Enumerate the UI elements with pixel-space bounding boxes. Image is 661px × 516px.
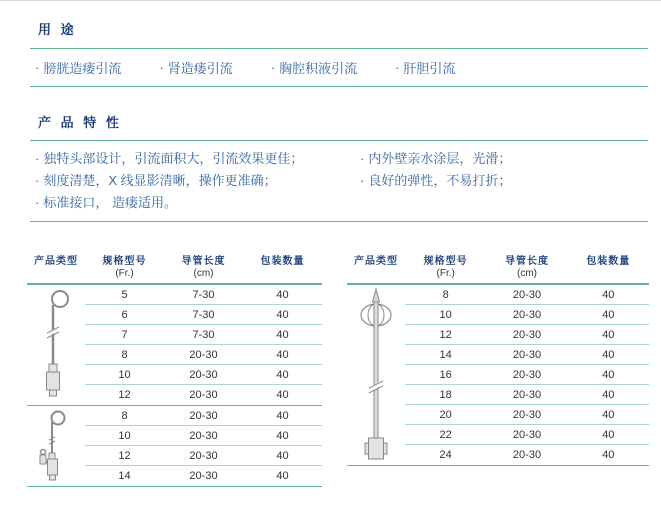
table-row: [85, 446, 322, 466]
usage-item-label: 肾造瘘引流: [167, 61, 233, 76]
bullet-dot: ·: [270, 60, 276, 75]
qty-value: 40: [602, 288, 615, 301]
table-row: [85, 305, 322, 325]
usage-item: [35, 58, 121, 77]
table-row: [85, 325, 322, 345]
qty-value: 40: [276, 348, 289, 361]
header-length-unit: (cm): [193, 268, 214, 279]
length-value: 7-30: [192, 328, 215, 341]
spec-value: 7: [121, 328, 128, 341]
bullet-dot: ·: [35, 173, 40, 188]
product-group-malecot: [347, 285, 649, 466]
spec-value: 12: [118, 449, 131, 462]
length-value: 20-30: [512, 348, 542, 361]
spec-value: 20: [439, 408, 452, 421]
length-value: 20-30: [189, 389, 218, 401]
length-value: 20-30: [512, 288, 542, 301]
spec-value: 6: [121, 308, 128, 321]
length-value: 20-30: [189, 449, 218, 462]
spec-value: 12: [439, 328, 452, 341]
header-packing-qty: 包装数量: [586, 256, 631, 267]
qty-value: 40: [276, 449, 289, 462]
usage-item: [159, 58, 232, 77]
header-catheter-length: 导管长度 (cm): [181, 256, 226, 279]
qty-value: 40: [602, 308, 615, 321]
feature-item: [35, 170, 360, 192]
features-right-column: [360, 148, 648, 214]
qty-value: 40: [602, 368, 615, 381]
pigtail-locking-catheter-icon: [27, 407, 85, 485]
bullet-dot: ·: [395, 60, 400, 75]
table-row: [405, 345, 649, 365]
table-row: [405, 365, 649, 385]
feature-item-label: 刻度清楚，X 线显影清晰，操作更准确；: [43, 173, 277, 188]
table-row: [85, 285, 322, 305]
table-row: [405, 285, 649, 305]
usage-item-label: 膀胱造瘘引流: [43, 61, 122, 76]
spec-value: 5: [121, 288, 128, 301]
spec-value: 10: [118, 368, 131, 381]
qty-value: 40: [602, 449, 615, 461]
bullet-dot: ·: [360, 173, 365, 188]
bullet-dot: ·: [35, 151, 40, 166]
spec-table-left: [27, 254, 322, 487]
spec-value: 12: [118, 389, 131, 401]
spec-value: 8: [442, 288, 449, 301]
header-catheter-length: 导管长度 (cm): [504, 256, 549, 279]
product-group-pigtail: [27, 285, 322, 406]
table-row: [405, 385, 649, 405]
spec-value: 16: [439, 368, 452, 381]
group-rows: [85, 406, 322, 486]
qty-value: 40: [602, 408, 615, 421]
feature-item: [360, 148, 648, 170]
usage-item-label: 胸腔积液引流: [279, 61, 358, 76]
spec-value: 24: [439, 449, 452, 461]
spec-value: 8: [121, 409, 128, 422]
qty-value: 40: [602, 388, 615, 401]
qty-value: 40: [276, 470, 289, 482]
table-row: [85, 466, 322, 486]
qty-value: 40: [602, 328, 615, 341]
header-product-type: 产品类型: [354, 256, 398, 267]
group-rows: [85, 285, 322, 405]
features-left-column: [30, 148, 360, 214]
spec-value: 14: [118, 470, 131, 482]
spec-value: 22: [439, 428, 452, 441]
length-value: 20-30: [512, 408, 542, 421]
length-value: 7-30: [192, 288, 215, 301]
length-value: 20-30: [512, 308, 542, 321]
table-row: [405, 325, 649, 345]
length-value: 20-30: [189, 409, 218, 422]
bullet-dot: ·: [159, 60, 164, 75]
features-list: [30, 141, 648, 221]
spec-table-right: [347, 254, 649, 487]
usage-item-label: 肝胆引流: [403, 61, 456, 76]
spec-value: 10: [439, 308, 452, 321]
header-packing-qty: 包装数量: [260, 256, 305, 267]
length-value: 7-30: [192, 308, 215, 321]
usage-item: [395, 58, 455, 77]
length-value: 20-30: [189, 470, 218, 482]
feature-item-label: 标准接口， 造瘘适用。: [43, 195, 177, 210]
feature-item: [360, 170, 648, 192]
qty-value: 40: [602, 428, 615, 441]
length-value: 20-30: [512, 428, 542, 441]
qty-value: 40: [602, 348, 615, 361]
usage-item: [271, 58, 357, 77]
length-value: 20-30: [512, 388, 542, 401]
spec-value: 18: [439, 388, 452, 401]
header-length-unit: (cm): [516, 268, 537, 279]
qty-value: 40: [276, 328, 289, 341]
qty-value: 40: [276, 308, 289, 321]
header-product-type: 产品类型: [34, 256, 78, 267]
qty-value: 40: [276, 429, 289, 442]
usage-list: [30, 49, 648, 86]
table-header-row: [347, 254, 649, 285]
length-value: 20-30: [512, 328, 542, 341]
usage-section-title: 用 途: [38, 22, 77, 37]
feature-item-label: 独特头部设计，引流面积大，引流效果更佳；: [43, 151, 304, 166]
header-spec-unit: (Fr.): [436, 268, 455, 279]
group-rows: [405, 285, 649, 465]
table-row: [85, 426, 322, 446]
qty-value: 40: [276, 409, 289, 422]
features-section-title: 产 品 特 性: [38, 115, 122, 130]
table-row: [85, 385, 322, 405]
table-row: [405, 445, 649, 465]
length-value: 20-30: [189, 368, 218, 381]
spec-tables: [0, 254, 661, 487]
length-value: 20-30: [189, 348, 218, 361]
table-header-row: [27, 254, 322, 285]
length-value: 20-30: [512, 368, 542, 381]
malecot-catheter-icon: [347, 287, 405, 463]
qty-value: 40: [276, 389, 289, 401]
table-row: [405, 405, 649, 425]
table-row: [405, 305, 649, 325]
header-spec-model: 规格型号 (Fr.): [102, 256, 147, 279]
table-row: [405, 425, 649, 445]
qty-value: 40: [276, 368, 289, 381]
pigtail-catheter-icon: [27, 286, 85, 404]
length-value: 20-30: [189, 429, 218, 442]
feature-item: [35, 148, 360, 170]
spec-value: 8: [121, 348, 128, 361]
qty-value: 40: [276, 288, 289, 301]
feature-item: [35, 192, 360, 214]
length-value: 20-30: [512, 449, 542, 461]
table-row: [85, 345, 322, 365]
bullet-dot: ·: [35, 195, 40, 210]
header-spec-unit: (Fr.): [115, 268, 134, 279]
bullet-dot: ·: [35, 60, 40, 75]
spec-value: 10: [118, 429, 131, 442]
section-divider: [30, 221, 648, 222]
bullet-dot: ·: [360, 151, 365, 166]
feature-item-label: 良好的弹性，不易打折；: [368, 173, 512, 188]
table-row: [85, 406, 322, 426]
feature-item-label: 内外壁亲水涂层，光滑；: [368, 151, 512, 166]
header-spec-model: 规格型号 (Fr.): [423, 256, 468, 279]
table-row: [85, 365, 322, 385]
spec-value: 14: [439, 348, 452, 361]
product-group-pigtail-locking: [27, 406, 322, 487]
